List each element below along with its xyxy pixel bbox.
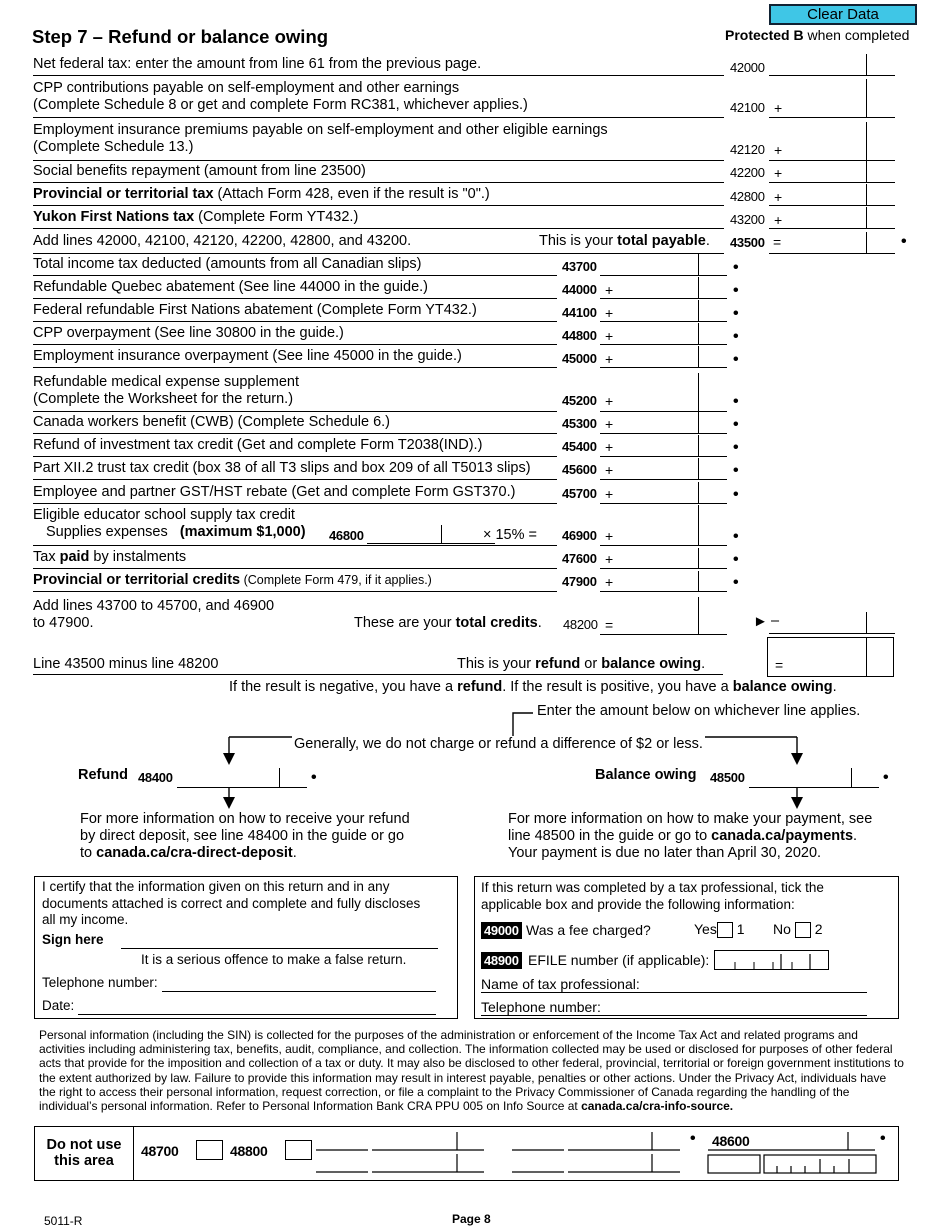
- plus-sign: +: [774, 189, 783, 205]
- sign-here-label: Sign here: [42, 932, 104, 947]
- decimal-dot: •: [733, 574, 739, 591]
- line-code-43700: 43700: [562, 259, 597, 274]
- line-code-48600: 48600: [712, 1133, 750, 1149]
- line-code-45700: 45700: [562, 486, 597, 501]
- decimal-dot: •: [733, 462, 739, 479]
- payments-link[interactable]: canada.ca/payments: [711, 828, 854, 844]
- payable-line-desc: Social benefits repayment (amount from line 23500): [33, 163, 366, 179]
- plus-sign: +: [605, 305, 614, 321]
- credit-line-desc: Part XII.2 trust tax credit (box 38 of all T3 slips and box 209 of all T5013 slips): [33, 460, 531, 476]
- credit-line-desc: Federal refundable First Nations abatement (Complete Form YT432.): [33, 302, 477, 318]
- credit-line-desc: CPP overpayment (See line 30800 in the guide.): [33, 325, 344, 341]
- arrow-right-icon: ►: [753, 613, 768, 630]
- equals-sign: =: [605, 617, 614, 633]
- result-note: If the result is negative, you have a refund. If the result is positive, you have a balance owing.: [229, 679, 837, 695]
- equals-sign: =: [773, 234, 782, 250]
- refund-label: Refund: [78, 767, 128, 783]
- line-code-48800: 48800: [230, 1143, 268, 1159]
- decimal-dot: •: [733, 282, 739, 299]
- decimal-dot: •: [733, 305, 739, 322]
- signature-field[interactable]: [121, 948, 438, 949]
- difference-note: Generally, we do not charge or refund a difference of $2 or less.: [294, 736, 703, 752]
- refund-field[interactable]: [177, 787, 307, 788]
- line-code-48200: 48200: [563, 617, 598, 632]
- fee-yes-option: Yes 1: [694, 921, 745, 937]
- line-code-45300: 45300: [562, 416, 597, 431]
- credit-line-desc: Employee and partner GST/HST rebate (Get and complete Form GST370.): [33, 484, 516, 500]
- plus-sign: +: [605, 574, 614, 590]
- efile-dividers: [714, 950, 829, 970]
- arrow-down-icon: [223, 753, 235, 765]
- payable-line-desc: Net federal tax: enter the amount from line 61 from the previous page.: [33, 56, 482, 72]
- decimal-dot: •: [733, 393, 739, 410]
- credit-line-desc: Refund of investment tax credit (Get and complete Form T2038(IND).): [33, 437, 483, 453]
- line-code-46900: 46900: [562, 528, 597, 543]
- line-code-42000: 42000: [730, 60, 765, 75]
- privacy-notice: Personal information (including the SIN) is collected for the purposes of the administration or enforcement of the Income Tax Act and related programs and activities including administering tax, benefits, audit, compliance, and collection. The information collected may be used or disclosed for purposes of other federal acts that provide for the imposition and collection of a tax or duty. It may also be disclosed to other federal, provincial, territorial or foreign government institutions to the extent authorized by law. Failure to provide this information may result in interest payable, penalties or other actions. Under the Privacy Act, individuals have the right to access their personal information, request correction, or file a complaint to the Privacy Commissioner of Canada regarding the handling of the individual’s personal information. Refer to Personal Information Bank CRA PPU 005 on Info Source at canada.ca/cra-info-source.: [39, 1028, 904, 1114]
- line-code-48700: 48700: [141, 1143, 179, 1159]
- credit-line-desc: Refundable Quebec abatement (See line 44000 in the guide.): [33, 279, 429, 295]
- enter-note: Enter the amount below on whichever line applies.: [537, 703, 861, 719]
- decimal-dot: •: [733, 486, 739, 503]
- office-label: Do not use this area: [46, 1137, 122, 1169]
- telephone-field[interactable]: [162, 991, 436, 992]
- fee-question: Was a fee charged?: [526, 922, 651, 938]
- fee-no-checkbox[interactable]: [795, 922, 811, 938]
- line-code-45400: 45400: [562, 439, 597, 454]
- credit-line-desc: Employment insurance overpayment (See line 45000 in the guide.): [33, 348, 462, 364]
- total-credits-desc1: Add lines 43700 to 45700, and 46900: [33, 598, 275, 614]
- prov-credits-desc: Provincial or territorial credits (Complete Form 479, if it applies.): [33, 572, 432, 588]
- page-number: Page 8: [452, 1212, 491, 1226]
- line-code-44800: 44800: [562, 328, 597, 343]
- total-payable-desc: Add lines 42000, 42100, 42120, 42200, 42800, and 43200.: [33, 233, 412, 249]
- fee-yes-checkbox[interactable]: [717, 922, 733, 938]
- line-code-49000: 49000: [481, 922, 522, 939]
- offence-note: It is a serious offence to make a false return.: [141, 952, 407, 967]
- total-credits-desc2: to 47900.: [33, 615, 94, 631]
- balance-owing-label: Balance owing: [595, 767, 697, 783]
- arrow-down-icon: [791, 797, 803, 809]
- balance-owing-field[interactable]: [749, 787, 879, 788]
- decimal-dot: •: [901, 233, 907, 250]
- refund-line-label: This is your refund or balance owing.: [457, 656, 706, 672]
- clear-data-button[interactable]: Clear Data: [769, 4, 917, 25]
- credit-line-desc: Canada workers benefit (CWB) (Complete Schedule 6.): [33, 414, 391, 430]
- plus-sign: +: [605, 328, 614, 344]
- protected-label: Protected B when completed: [725, 27, 910, 43]
- line-code-45000: 45000: [562, 351, 597, 366]
- line-code-42120: 42120: [730, 142, 765, 157]
- decimal-dot: •: [733, 528, 739, 545]
- line-code-42100: 42100: [730, 100, 765, 115]
- plus-sign: +: [605, 416, 614, 432]
- decimal-dot: •: [733, 551, 739, 568]
- line-code-48900: 48900: [481, 952, 522, 969]
- line-code-43500: 43500: [730, 235, 765, 250]
- professional-name-label: Name of tax professional:: [481, 976, 640, 992]
- date-field[interactable]: [78, 1014, 436, 1015]
- form-number: 5011-R: [44, 1214, 83, 1228]
- decimal-dot: •: [733, 259, 739, 276]
- line-code-44000: 44000: [562, 282, 597, 297]
- page-title: Step 7 – Refund or balance owing: [32, 26, 329, 47]
- decimal-dot: •: [883, 769, 889, 786]
- payable-line-desc: CPP contributions payable on self-employment and other earnings (Complete Schedule 8 or get and complete Form RC381, whichever applies.): [33, 80, 528, 113]
- line-code-47900: 47900: [562, 574, 597, 589]
- payment-info: For more information on how to make your payment, see line 48500 in the guide or go to canada.ca/payments. Your payment is due no later than April 30, 2020.: [508, 811, 873, 861]
- plus-sign: +: [605, 486, 614, 502]
- decimal-dot: •: [690, 1130, 696, 1147]
- plus-sign: +: [605, 462, 614, 478]
- certify-text: I certify that the information given on this return and in any documents attached is correct and complete and fully discloses all my income.: [42, 879, 421, 927]
- plus-sign: +: [605, 351, 614, 367]
- decimal-dot: •: [311, 769, 317, 786]
- plus-sign: +: [605, 551, 614, 567]
- cents-divider: [279, 768, 280, 788]
- professional-telephone-label: Telephone number:: [481, 999, 601, 1015]
- total-payable-label: This is your total payable.: [539, 233, 710, 249]
- payable-line-desc: Yukon First Nations tax (Complete Form YT432.): [33, 209, 359, 225]
- line-code-45200: 45200: [562, 393, 597, 408]
- fee-no-option: No 2: [773, 921, 823, 937]
- decimal-dot: •: [880, 1130, 886, 1147]
- arrow-down-icon: [223, 797, 235, 809]
- plus-sign: +: [605, 439, 614, 455]
- multiplier: × 15% =: [483, 527, 538, 543]
- direct-deposit-link[interactable]: canada.ca/cra-direct-deposit: [96, 845, 293, 861]
- decimal-dot: •: [733, 328, 739, 345]
- plus-sign: +: [774, 100, 783, 116]
- professional-text: If this return was completed by a tax professional, tick the applicable box and provide the following information:: [481, 880, 824, 912]
- date-label: Date:: [42, 998, 75, 1013]
- cents-divider: [851, 768, 852, 788]
- flow-connector: [513, 713, 533, 737]
- credit-line-desc: Total income tax deducted (amounts from all Canadian slips): [33, 256, 422, 272]
- line-code-44100: 44100: [562, 305, 597, 320]
- total-credits-label: These are your total credits.: [354, 615, 542, 631]
- educator-desc: Eligible educator school supply tax credit: [33, 507, 295, 523]
- equals-sign: =: [775, 657, 784, 673]
- line-code-48400: 48400: [138, 770, 173, 785]
- plus-sign: +: [605, 528, 614, 544]
- professional-name-field[interactable]: [481, 992, 867, 993]
- line-code-45600: 45600: [562, 462, 597, 477]
- line-code-46800: 46800: [329, 528, 364, 543]
- plus-sign: +: [605, 393, 614, 409]
- instalments-desc: Tax paid by instalments: [33, 549, 187, 565]
- line-code-43200: 43200: [730, 212, 765, 227]
- decimal-dot: •: [733, 416, 739, 433]
- telephone-label: Telephone number:: [42, 975, 158, 990]
- payable-line-desc: Provincial or territorial tax (Attach Form 428, even if the result is "0".): [33, 186, 490, 202]
- efile-label: EFILE number (if applicable):: [528, 952, 710, 968]
- plus-sign: +: [774, 212, 783, 228]
- line-code-42800: 42800: [730, 189, 765, 204]
- plus-sign: +: [774, 165, 783, 181]
- plus-sign: +: [605, 282, 614, 298]
- info-source-link[interactable]: canada.ca/cra-info-source.: [581, 1099, 734, 1114]
- credit-line-desc: Refundable medical expense supplement (Complete the Worksheet for the return.): [33, 374, 300, 407]
- decimal-dot: •: [733, 439, 739, 456]
- field-48700[interactable]: [196, 1140, 223, 1160]
- educator-sub: Supplies expenses (maximum $1,000): [46, 524, 306, 540]
- plus-sign: +: [774, 142, 783, 158]
- refund-line-desc: Line 43500 minus line 48200: [33, 656, 219, 672]
- arrow-down-icon: [791, 753, 803, 765]
- line-code-47600: 47600: [562, 551, 597, 566]
- refund-info: For more information on how to receive your refund by direct deposit, see line 48400 in the guide or go to canada.ca/cra-direct-deposit.: [80, 811, 410, 861]
- decimal-dot: •: [733, 351, 739, 368]
- line-code-48500: 48500: [710, 770, 745, 785]
- office-grid: [300, 1126, 900, 1181]
- professional-telephone-field[interactable]: [481, 1015, 867, 1016]
- payable-line-desc: Employment insurance premiums payable on self-employment and other eligible earnings (Complete Schedule 13.): [33, 122, 608, 155]
- line-code-42200: 42200: [730, 165, 765, 180]
- minus-sign: –: [771, 613, 780, 629]
